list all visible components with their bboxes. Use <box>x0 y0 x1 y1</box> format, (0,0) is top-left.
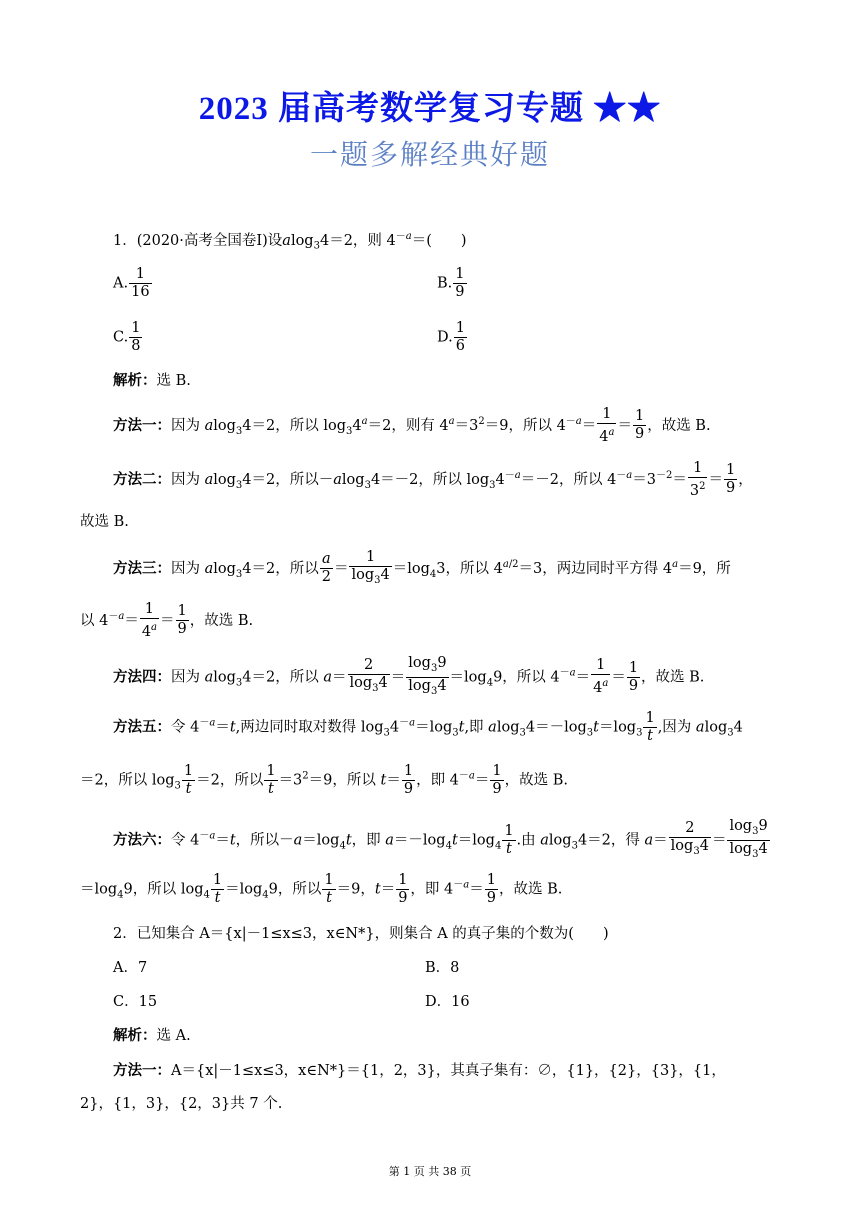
q2-method-1-cont: 2}，{1，3}，{2，3}共 7 个. <box>80 1096 283 1112</box>
q2-option-d: D．16 <box>425 994 470 1010</box>
q2-answer: 解析：选 A. <box>113 1028 191 1044</box>
page-title: 2023 届高考数学复习专题 ★★ <box>198 91 662 127</box>
q1-method-3-cont: 以 $4^{-a}=$ $\frac{1}{4^a}$ ＝ $\frac{1}{9}$ ，故选 B. <box>80 601 254 640</box>
q2-method-1: 方法一：A＝{x|－1≤x≤3，x∈N*}＝{1，2，3}，其真子集有：∅，{1}，{2}，{3}，{1， <box>113 1063 726 1079</box>
q1-option-b: B. $\frac{1}{9}$ <box>437 266 465 300</box>
q1-method-2-cont: 故选 B. <box>80 514 129 530</box>
q1-answer: 解析：选 B. <box>113 373 191 389</box>
page-subtitle: 一题多解经典好题 <box>309 138 550 171</box>
q1-option-c: C. $\frac{1}{8}$ <box>113 320 141 354</box>
q1-method-4: 方法四：因为 alog$_3$4＝2，所以 a＝ $\frac{2}{\log_34}$ ＝ $\frac{\log_39}{\log_34}$ $=\log_49$，所以 $4^{-a}=$ $\frac{1}{4^a}$ ＝ $\frac{1}{9}$ ，故选 B. <box>113 655 705 697</box>
q1-method-2: 方法二：因为 alog$_3$4＝2，所以－alog$_3$4＝－2，所以 $\log_34^{-a}=-2$，所以 $4^{-a}=3^{-2}=$ $\frac{1}{3^2}$ ＝ $\frac{1}{9}$ ， <box>113 460 753 499</box>
q2-option-c: C．15 <box>113 994 158 1010</box>
q1-option-a: A. $\frac{1}{16}$ <box>113 266 150 300</box>
q1-method-6-cont: $=\log_49$，所以 $\log_4$ $\frac{1}{t}$ $=\log_49$，所以 $\frac{1}{t}$ ＝9，t＝ $\frac{1}{9}$ ，即 $4^{-a}=$ $\frac{1}{9}$ ，故选 B. <box>80 872 563 906</box>
q1-method-5: 方法五：令 $4^{-a}=t$,两边同时取对数得 $\log_34^{-a}=\log_3t$,即 $alog_34=-\log_3t=\log_3$ $\frac{1}{t}$ ,因为 alog$_3$4 <box>113 710 743 744</box>
q2-stem: 2．已知集合 A＝{x|－1≤x≤3，x∈N*}，则集合 A 的真子集的个数为( ) <box>113 926 609 942</box>
q1-method-3: 方法三：因为 alog$_3$4＝2，所以 $\frac{a}{2}$ ＝ $\frac{1}{\log_34}$ $=\log_43$，所以 $4^{a/2}=3$，两边同时平方得 $4^a=9$，所 <box>113 549 731 586</box>
q1-method-5-cont: ＝2，所以 $\log_3$ $\frac{1}{t}$ ＝2，所以 $\frac{1}{t}$ $=3^2=9$，所以 t＝ $\frac{1}{9}$ ，即 $4^{-a}=$ $\frac{1}{9}$ ，故选 B. <box>80 763 568 797</box>
q1-method-1: 方法一：因为 alog$_3$4＝2，所以 $\log_34^a=2$，则有 $4^a=3^2=9$，所以 $4^{-a}=$ $\frac{1}{4^a}$ ＝ $\frac{1}{9}$ ，故选 B. <box>113 406 711 445</box>
q1-method-6: 方法六：令 $4^{-a}=t$，所以$-a=\log_4t$，即 $a=-\log_4t=\log_4$ $\frac{1}{t}$ .由 alog$_3$4＝2，得 a＝ $\frac{2}{\log_34}$ ＝ $\frac{\log_39}{\log_34}$ <box>113 818 768 860</box>
q2-option-a: A．7 <box>113 960 148 976</box>
q1-stem: 1．(2020·高考全国卷Ⅰ)设alog$_3$4＝2，则 $4^{-a}=$( ) <box>113 231 467 252</box>
page-footer: 第 1 页 共 38 页 <box>388 1165 472 1178</box>
q2-option-b: B．8 <box>425 960 460 976</box>
q1-option-d: D. $\frac{1}{6}$ <box>437 320 465 354</box>
